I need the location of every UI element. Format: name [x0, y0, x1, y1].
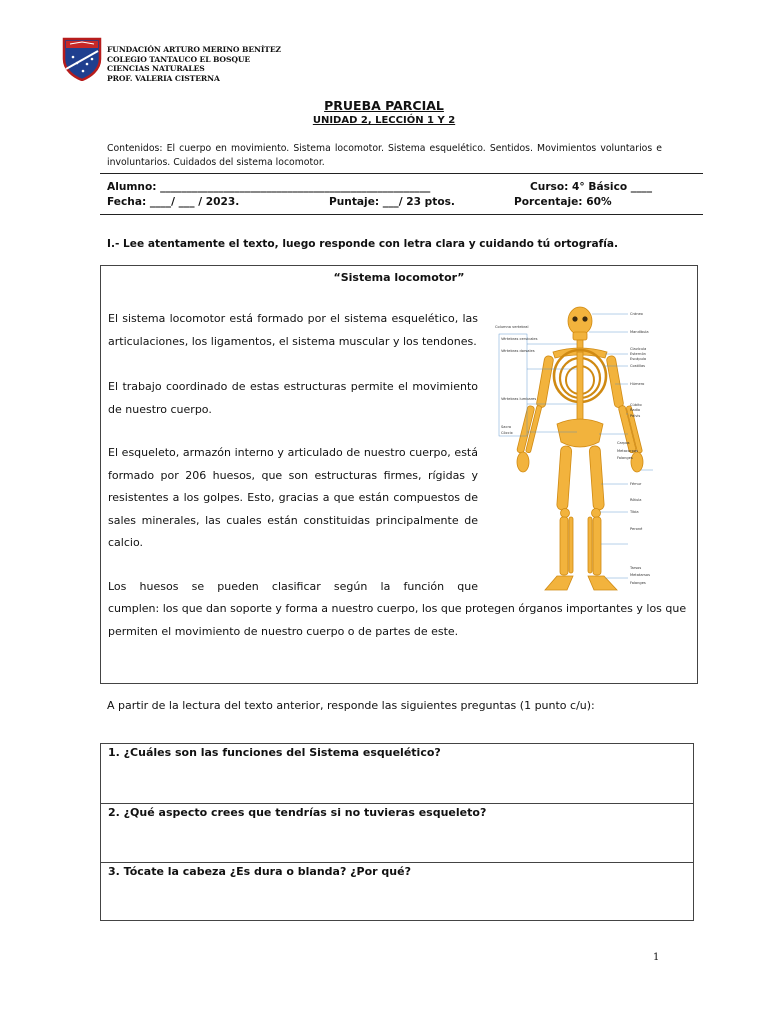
skeleton-label: Sacro: [501, 425, 512, 429]
questions-prompt: A partir de la lectura del texto anterior, responde las siguientes preguntas (1 punto c/u):: [107, 699, 595, 712]
skeleton-label: Escápula: [630, 357, 647, 361]
skeleton-label: Cúbito: [630, 403, 642, 407]
question-2: 2. ¿Qué aspecto crees que tendrías si no tuvieras esqueleto?: [108, 806, 487, 819]
skeleton-label: Metatarsos: [630, 573, 650, 577]
course-field: Curso: 4° Básico ____: [530, 181, 652, 193]
question-box-2[interactable]: [100, 803, 694, 863]
reading-title: “Sistema locomotor”: [333, 271, 465, 284]
skeleton-label: Húmero: [630, 382, 645, 386]
section-instruction: I.- Lee atentamente el texto, luego responde con letra clara y cuidando tú ortografía.: [107, 238, 619, 250]
exam-subtitle: UNIDAD 2, LECCIÓN 1 Y 2: [312, 115, 456, 126]
skeleton-label: Cráneo: [630, 312, 643, 316]
exam-title: PRUEBA PARCIAL: [324, 98, 444, 113]
skeleton-label: Carpos: [617, 441, 630, 445]
question-box-3[interactable]: [100, 862, 694, 921]
paragraph-3: El esqueleto, armazón interno y articulado de nuestro cuerpo, está formado por 206 huesos, que son estructuras firmes, rígidas y resistentes a los golpes. Esto, gracias a que están compuestos de sales minerales, las cuales están constituidas principalmente de calcio.: [108, 446, 478, 550]
divider-bottom: [100, 214, 703, 215]
skeleton-label: Pelvis: [630, 414, 641, 418]
question-box-1[interactable]: [100, 743, 694, 804]
skeleton-label: Mandíbula: [630, 330, 649, 334]
question-1: 1. ¿Cuáles son las funciones del Sistema esquelético?: [108, 746, 441, 759]
paragraph-2: El trabajo coordinado de estas estructuras permite el movimiento de nuestro cuerpo.: [108, 380, 478, 416]
skeleton-label: Tarsos: [630, 566, 642, 570]
school-logo: [62, 37, 102, 81]
divider-top: [100, 173, 703, 174]
skeleton-label: Tibia: [630, 510, 639, 514]
paragraph-1: El sistema locomotor está formado por el sistema esquelético, las articulaciones, los ligamentos, el sistema muscular y los tendones.: [108, 312, 478, 348]
skeleton-label: Rótula: [630, 498, 642, 502]
school-line: COLEGIO TANTAUCO EL BOSQUE: [107, 54, 251, 64]
skeleton-label: Clavícula: [630, 347, 647, 351]
paragraph-4-start: Los huesos se pueden clasificar según la función que: [108, 580, 478, 593]
skeleton-label: Cóccix: [501, 431, 513, 435]
skeleton-label: Vértebras dorsales: [501, 349, 535, 353]
skeleton-label: Esternón: [630, 352, 646, 356]
percent-field: Porcentaje: 60%: [514, 196, 612, 208]
skeleton-label: Peroné: [630, 527, 643, 531]
school-line: FUNDACIÓN ARTURO MERINO BENÍTEZ: [107, 45, 281, 54]
student-field: Alumno: ___________________________________________________: [107, 181, 431, 193]
skeleton-label: Vértebras lumbares: [501, 397, 537, 401]
skeleton-label: Falanges: [617, 456, 633, 460]
skeleton-label: Falanges: [630, 581, 646, 585]
skeleton-label: Radio: [630, 408, 641, 412]
score-field: Puntaje: ___/ 23 ptos.: [329, 196, 455, 208]
skeleton-illustration: [493, 294, 688, 594]
skeleton-label: Costillas: [630, 364, 646, 368]
date-field: Fecha: ____/ ___ / 2023.: [107, 196, 240, 208]
paragraph-4-rest: cumplen: los que dan soporte y forma a nuestro cuerpo, los que protegen órganos importantes y los que permiten el movimiento de nuestro cuerpo o de partes de este.: [108, 602, 687, 638]
school-line: CIENCIAS NATURALES: [107, 64, 205, 74]
question-3: 3. Tócate la cabeza ¿Es dura o blanda? ¿Por qué?: [108, 865, 411, 878]
skeleton-label: Vértebras cervicales: [501, 337, 538, 341]
skeleton-label: Metacarpos: [617, 449, 638, 453]
contents-text: Contenidos: El cuerpo en movimiento. Sistema locomotor. Sistema esquelético. Sentidos. Movimientos voluntarios e involuntarios. Cuidados del sistema locomotor.: [107, 143, 662, 168]
reading-box: [100, 265, 698, 684]
skeleton-label: Fémur: [630, 482, 642, 486]
skeleton-label: Columna vertebral: [495, 325, 529, 329]
school-header: [107, 45, 281, 83]
page-number: 1: [653, 952, 660, 963]
school-line: PROF. VALERIA CISTERNA: [107, 73, 220, 83]
